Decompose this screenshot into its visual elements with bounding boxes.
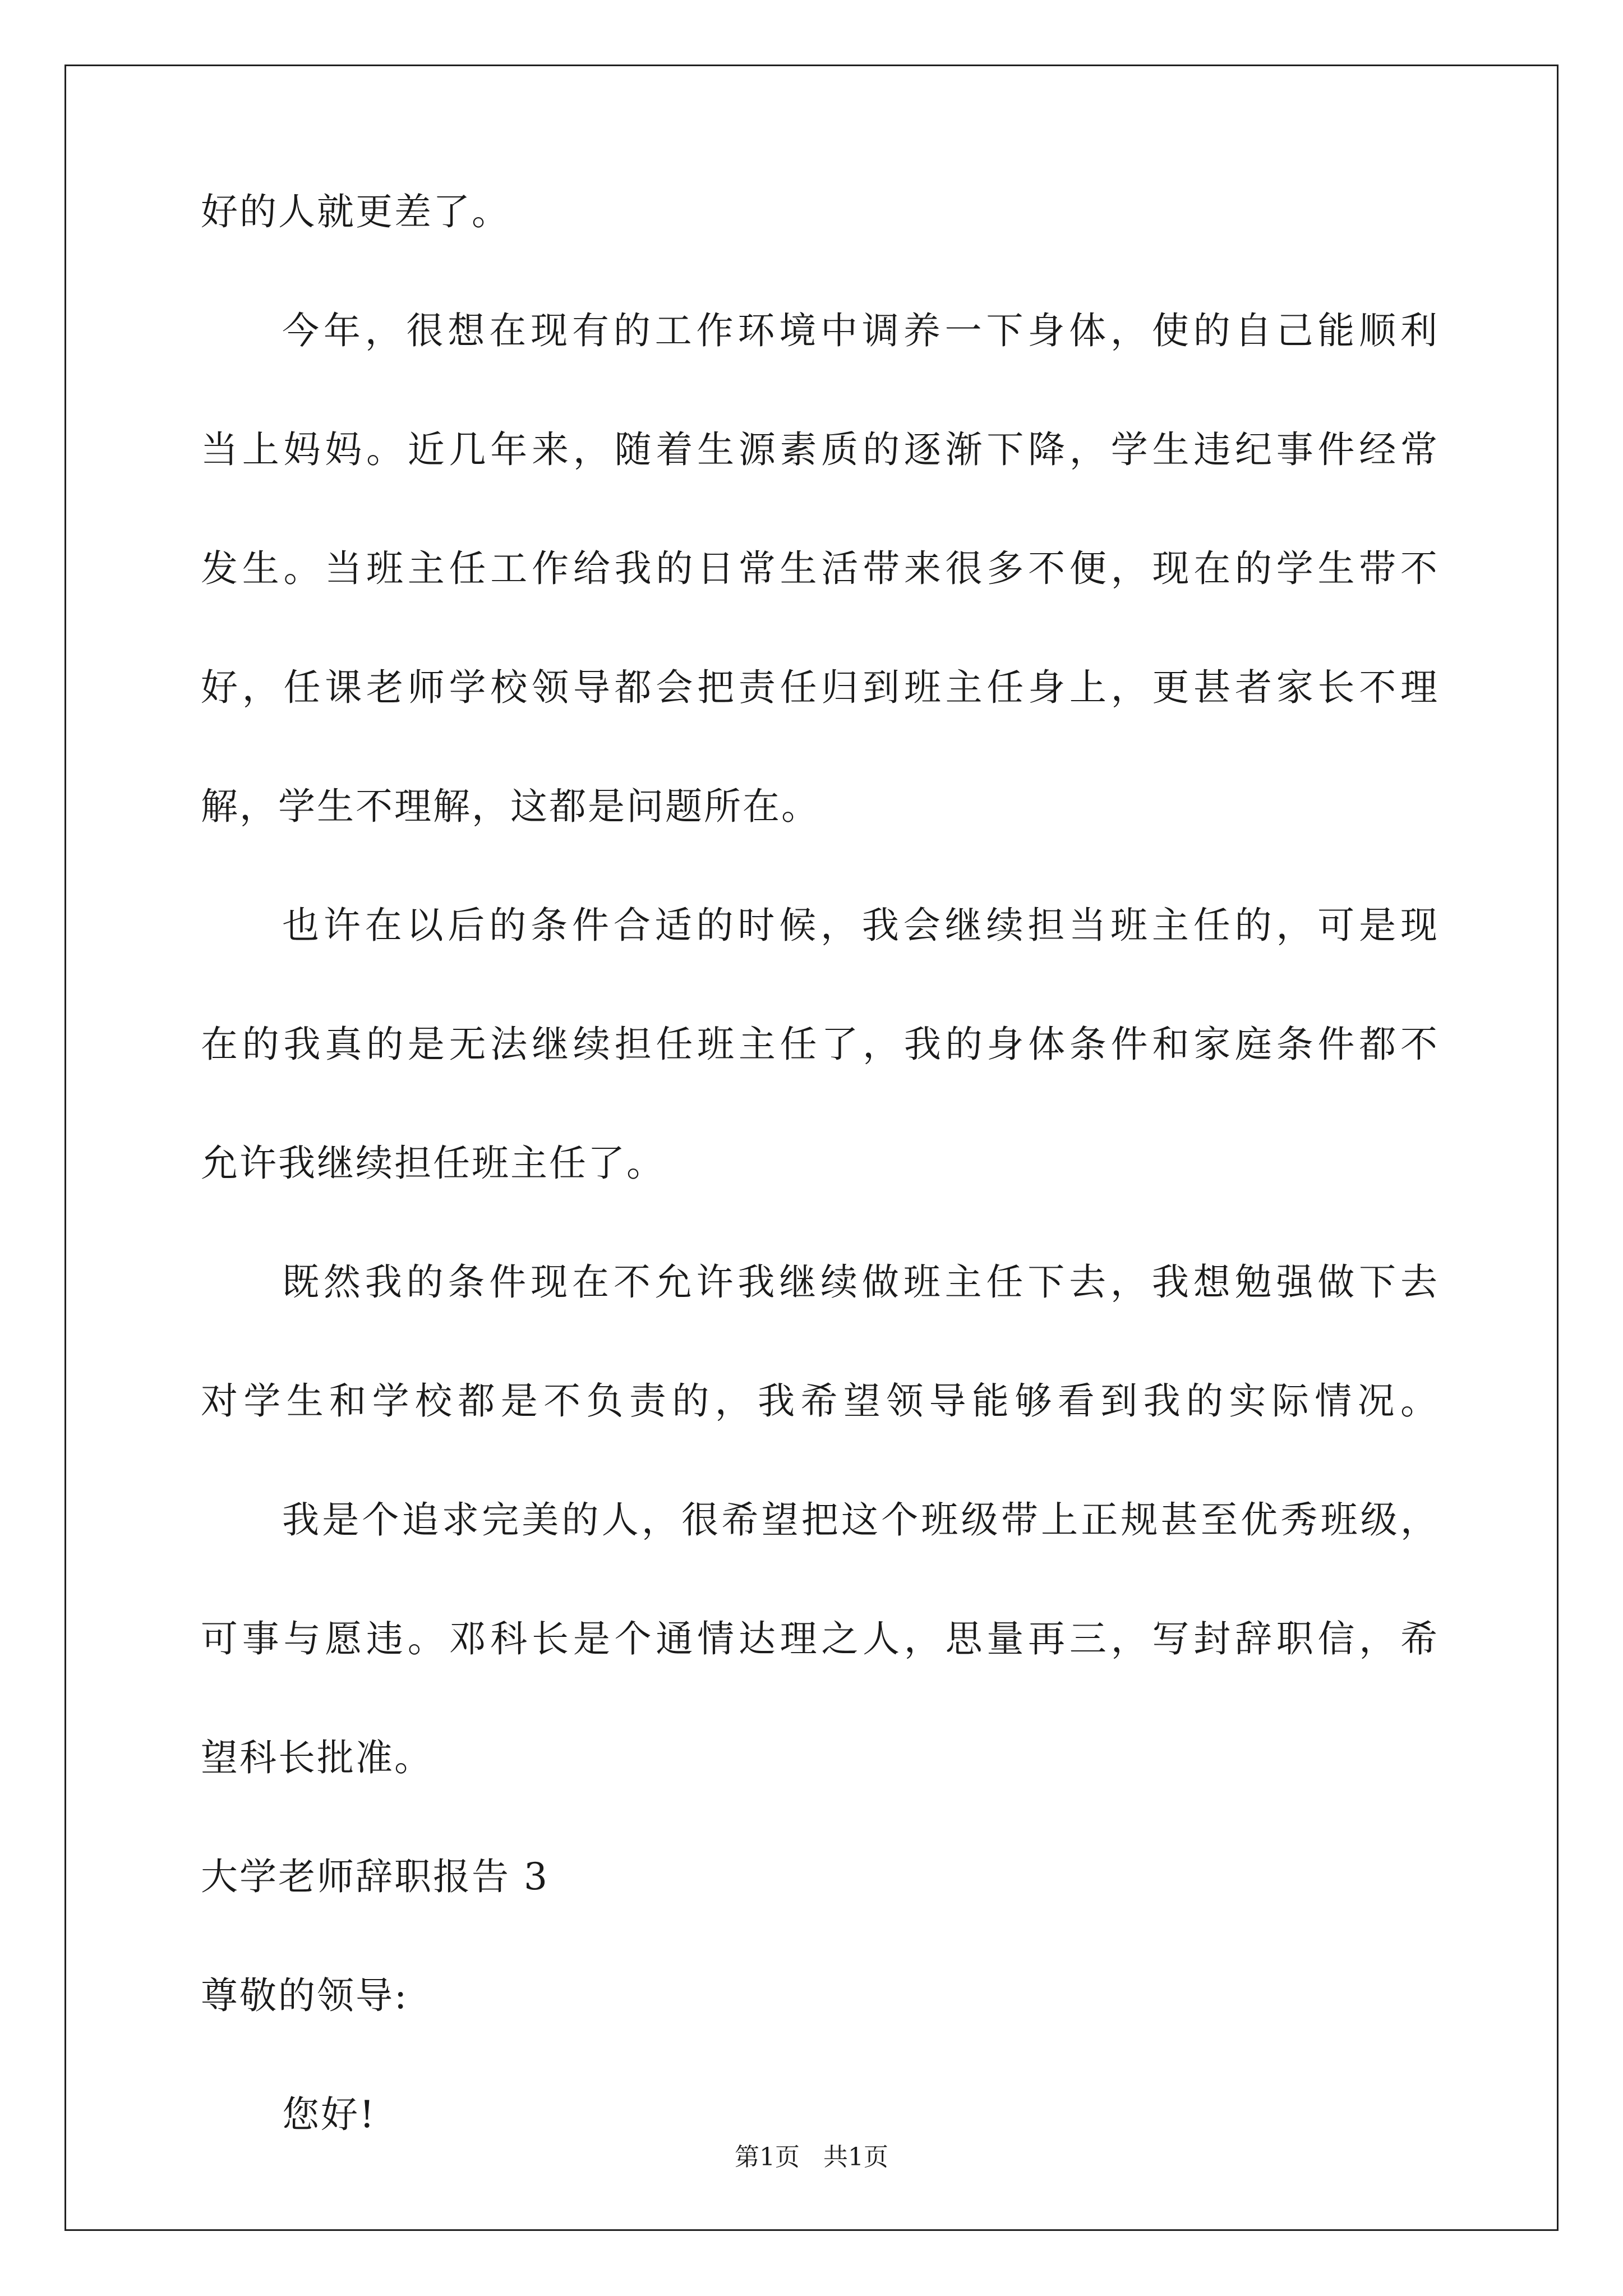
page-footer: 第1页 共1页 [735, 2143, 888, 2171]
text-line: 既然我的条件现在不允许我继续做班主任下去，我想勉强做下去 [282, 1260, 1437, 1304]
text-line: 我是个追求完美的人，很希望把这个班级带上正规甚至优秀班级， [282, 1498, 1437, 1542]
text-line: 今年，很想在现有的工作环境中调养一下身体，使的自己能顺利 [282, 309, 1437, 352]
text-line: 也许在以后的条件合适的时候，我会继续担当班主任的，可是现 [282, 904, 1437, 947]
text-line: 望科长批准。 [201, 1736, 433, 1779]
text-line: 发生。当班主任工作给我的日常生活带来很多不便，现在的学生带不 [201, 547, 1437, 590]
text-line: 您好! [282, 2093, 376, 2136]
text-line: 允许我继续担任班主任了。 [201, 1142, 665, 1185]
text-line: 解，学生不理解，这都是问题所在。 [201, 785, 820, 828]
text-line: 好，任课老师学校领导都会把责任归到班主任身上，更甚者家长不理 [201, 666, 1437, 709]
text-line: 可事与愿违。邓科长是个通情达理之人，思量再三，写封辞职信，希 [201, 1617, 1437, 1660]
text-line: 大学老师辞职报告 3 [201, 1855, 549, 1898]
text-line: 在的我真的是无法继续担任班主任了，我的身体条件和家庭条件都不 [201, 1023, 1437, 1066]
text-line: 对学生和学校都是不负责的，我希望领导能够看到我的实际情况。 [201, 1379, 1437, 1423]
text-line: 好的人就更差了。 [201, 190, 510, 233]
text-line: 当上妈妈。近几年来，随着生源素质的逐渐下降，学生违纪事件经常 [201, 428, 1437, 471]
text-line: 尊敬的领导: [201, 1974, 409, 2017]
